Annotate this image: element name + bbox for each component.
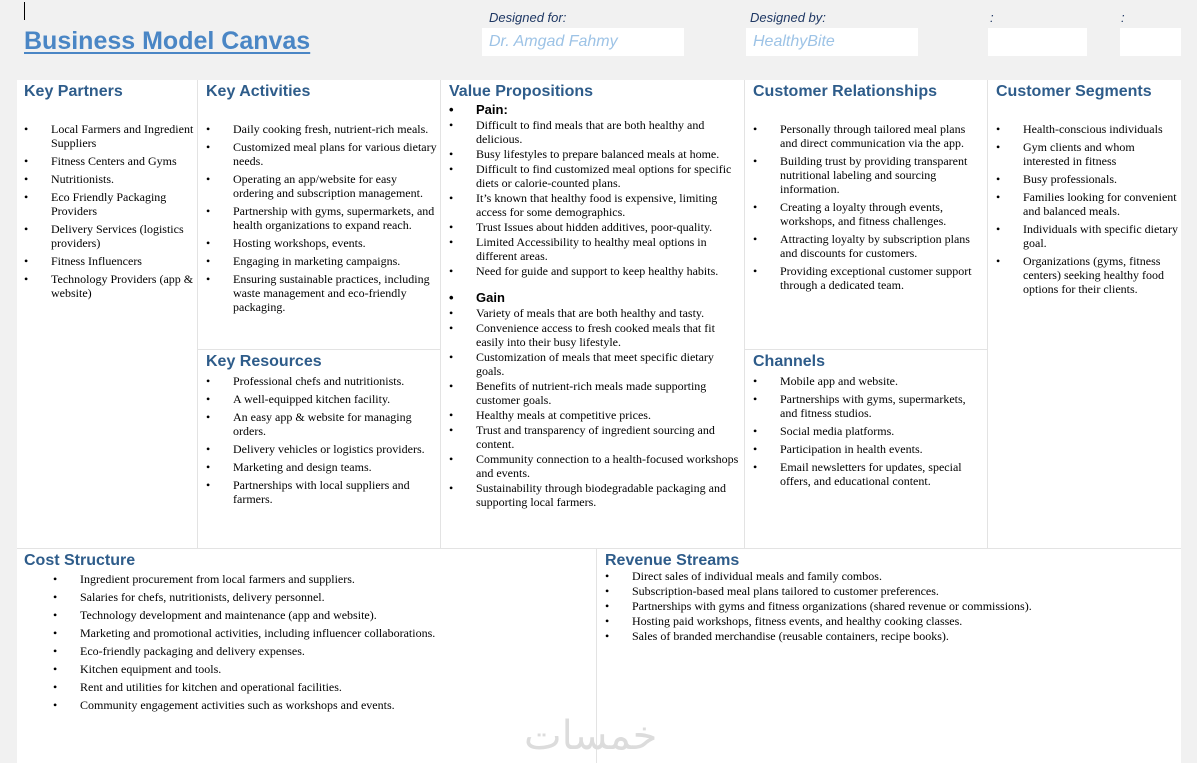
designed-for-label: Designed for: [489,10,567,25]
value-propositions-block [449,82,741,546]
list-item: • Ingredient procurement from local farmers and suppliers. [53,572,592,586]
list-item: • Personally through tailored meal plans and direct communication via the app. [753,122,985,150]
divider [745,349,987,350]
date-field[interactable] [988,28,1087,56]
list-item: • Salaries for chefs, nutritionists, delivery personnel. [53,590,592,604]
list-item: • Busy lifestyles to prepare balanced meals at home. [449,147,741,161]
divider [198,349,440,350]
watermark: خمسات [524,713,658,759]
list-item: • Eco Friendly Packaging Providers [24,190,194,218]
list-item: • Hosting workshops, events. [206,236,438,250]
list-item: • Individuals with specific dietary goal. [996,222,1178,250]
customer-segments-block [996,82,1178,544]
list-item: • Subscription-based meal plans tailored to customer preferences. [605,584,1179,598]
page-title: Business Model Canvas [24,27,311,55]
revenue-streams-title: Revenue Streams [605,552,740,569]
list-item: • Partnership with gyms, supermarkets, and health organizations to expand reach. [206,204,438,232]
version-field[interactable] [1120,28,1181,56]
list-item: • Partnerships with gyms and fitness organizations (shared revenue or commissions). [605,599,1179,613]
list-item: • Delivery Services (logistics providers) [24,222,194,250]
list-item: • Trust and transparency of ingredient sourcing and content. [449,423,741,451]
list-item: • Difficult to find customized meal options for specific diets or calorie-counted plans. [449,162,741,190]
list-item: • Difficult to find meals that are both healthy and delicious. [449,118,741,146]
list-item: • Mobile app and website. [753,374,985,388]
list-item: • Gym clients and whom interested in fitness [996,140,1178,168]
designed-by-field[interactable]: HealthyBite [746,28,918,56]
list-item: • Convenience access to fresh cooked meals that fit easily into their busy lifestyle. [449,321,741,349]
list-item: • Delivery vehicles or logistics providers. [206,442,438,456]
customer-relationships-title: Customer Relationships [753,83,938,100]
key-resources-block [206,352,438,544]
channels-block [753,352,985,544]
customer-segments-title: Customer Segments [996,83,1152,100]
list-item: • Local Farmers and Ingredient Suppliers [24,122,194,150]
list-item: • Nutritionists. [24,172,194,186]
list-item: • Fitness Centers and Gyms [24,154,194,168]
divider [17,548,1181,549]
list-item: • Fitness Influencers [24,254,194,268]
list-item: • Limited Accessibility to healthy meal options in different areas. [449,235,741,263]
key-partners-list [24,122,194,300]
list-item: • Sales of branded merchandise (reusable containers, recipe books). [605,629,1179,643]
key-resources-list [206,374,438,506]
cost-structure-title: Cost Structure [24,552,136,569]
pain-list [449,118,741,278]
customer-relationships-block [753,82,985,344]
cost-structure-block [24,551,592,761]
list-item: • Kitchen equipment and tools. [53,662,592,676]
list-item: • Rent and utilities for kitchen and operational facilities. [53,680,592,694]
list-item: • Attracting loyalty by subscription plans and discounts for customers. [753,232,985,260]
channels-title: Channels [753,353,826,370]
cost-structure-list [24,572,592,712]
list-item: • Hosting paid workshops, fitness events, and healthy cooking classes. [605,614,1179,628]
gain-list [449,306,741,509]
version-label: : [1121,10,1125,25]
list-item: • Marketing and design teams. [206,460,438,474]
list-item: • Eco-friendly packaging and delivery expenses. [53,644,592,658]
list-item: • A well-equipped kitchen facility. [206,392,438,406]
revenue-streams-list [605,569,1179,643]
list-item: • Partnerships with gyms, supermarkets, and fitness studios. [753,392,985,420]
list-item: • Engaging in marketing campaigns. [206,254,438,268]
list-item: • Professional chefs and nutritionists. [206,374,438,388]
list-item: • Sustainability through biodegradable packaging and supporting local farmers. [449,481,741,509]
key-activities-block [206,82,438,344]
date-label: : [990,10,994,25]
list-item: • Partnerships with local suppliers and farmers. [206,478,438,506]
key-activities-title: Key Activities [206,83,311,100]
list-item: • Daily cooking fresh, nutrient-rich meals. [206,122,438,136]
list-item: • Customized meal plans for various dietary needs. [206,140,438,168]
list-item: • Health-conscious individuals [996,122,1178,136]
gain-label: • Gain [449,290,741,306]
list-item: • Providing exceptional customer support through a dedicated team. [753,264,985,292]
designed-by-label: Designed by: [750,10,826,25]
customer-relationships-list [753,122,985,292]
key-resources-title: Key Resources [206,353,322,370]
list-item: • Trust Issues about hidden additives, poor-quality. [449,220,741,234]
list-item: • Variety of meals that are both healthy and tasty. [449,306,741,320]
divider [440,80,441,548]
list-item: • Email newsletters for updates, special offers, and educational content. [753,460,985,488]
list-item: • Technology development and maintenance (app and website). [53,608,592,622]
list-item: • Ensuring sustainable practices, including waste management and eco-friendly packaging. [206,272,438,314]
list-item: • Busy professionals. [996,172,1178,186]
value-propositions-title: Value Propositions [449,83,594,100]
divider [987,80,988,548]
list-item: • Creating a loyalty through events, workshops, and fitness challenges. [753,200,985,228]
text-cursor [24,2,25,20]
channels-list [753,374,985,488]
list-item: • An easy app & website for managing orders. [206,410,438,438]
list-item: • Building trust by providing transparent nutritional labeling and sourcing information. [753,154,985,196]
list-item: • Operating an app/website for easy ordering and subscription management. [206,172,438,200]
list-item: • Direct sales of individual meals and family combos. [605,569,1179,583]
key-activities-list [206,122,438,314]
list-item: • Social media platforms. [753,424,985,438]
list-item: • Marketing and promotional activities, including influencer collaborations. [53,626,592,640]
revenue-streams-block [605,551,1179,761]
divider [197,80,198,548]
key-partners-block [24,82,194,342]
list-item: • Organizations (gyms, fitness centers) seeking healthy food options for their clients. [996,254,1178,296]
list-item: • Community connection to a health-focused workshops and events. [449,452,741,480]
list-item: • It’s known that healthy food is expensive, limiting access for some demographics. [449,191,741,219]
list-item: • Technology Providers (app & website) [24,272,194,300]
list-item: • Healthy meals at competitive prices. [449,408,741,422]
list-item: • Need for guide and support to keep healthy habits. [449,264,741,278]
designed-for-field[interactable]: Dr. Amgad Fahmy [482,28,684,56]
list-item: • Benefits of nutrient-rich meals made supporting customer goals. [449,379,741,407]
list-item: • Community engagement activities such as workshops and events. [53,698,592,712]
customer-segments-list [996,122,1178,296]
list-item: • Families looking for convenient and balanced meals. [996,190,1178,218]
pain-label: • Pain: [449,102,741,118]
divider [744,80,745,548]
list-item: • Participation in health events. [753,442,985,456]
key-partners-title: Key Partners [24,83,123,100]
list-item: • Customization of meals that meet specific dietary goals. [449,350,741,378]
